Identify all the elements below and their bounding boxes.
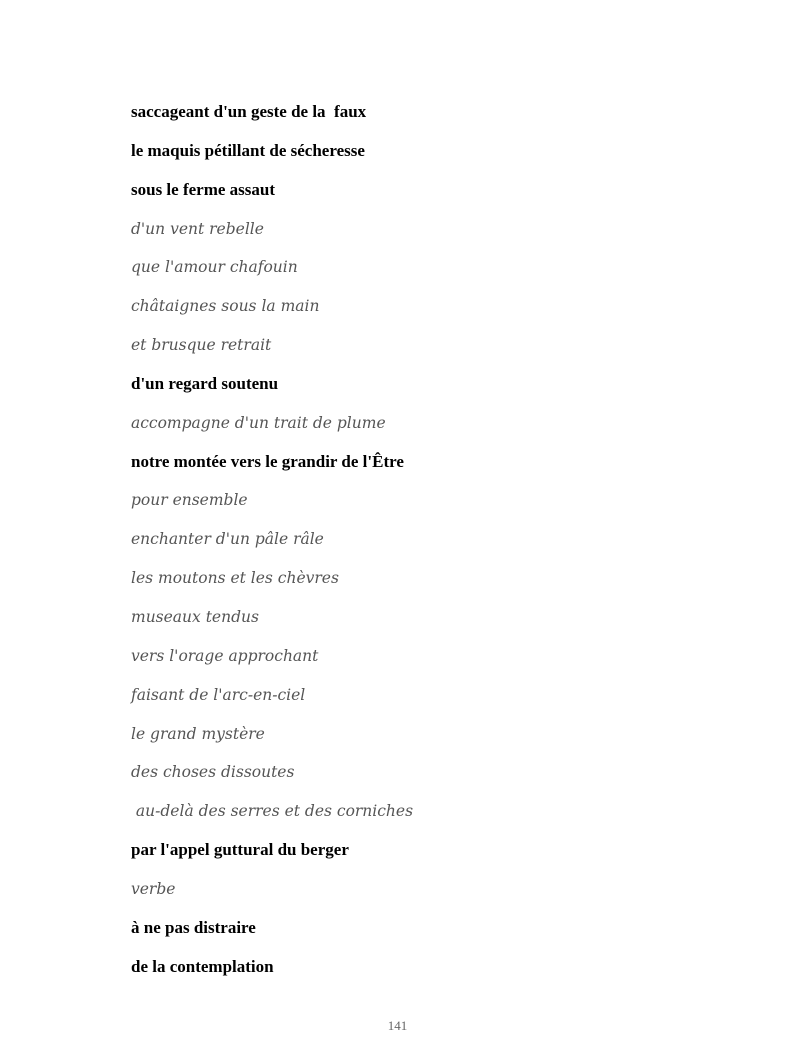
poem-line: que l'amour chafouin xyxy=(131,258,298,277)
poem-line: vers l'orage approchant xyxy=(131,646,319,665)
poem-line: le grand mystère xyxy=(131,724,265,743)
poem-line: accompagne d'un trait de plume xyxy=(131,413,386,432)
poem-line: à ne pas distraire xyxy=(131,917,256,937)
poem-line: museaux tendus xyxy=(131,607,259,626)
poem-body xyxy=(131,99,413,992)
poem-line: les moutons et les chèvres xyxy=(131,569,339,588)
poem-line: au-delà des serres et des corniches xyxy=(131,802,414,821)
poem-line: enchanter d'un pâle râle xyxy=(131,530,324,549)
poem-line: châtaignes sous la main xyxy=(131,297,320,316)
poem-line: saccageant d'un geste de la faux xyxy=(131,102,367,121)
poem-line: faisant de l'arc-en-ciel xyxy=(131,685,306,704)
poem-line: par l'appel guttural du berger xyxy=(131,840,349,860)
poem-line: d'un regard soutenu xyxy=(131,373,279,393)
poem-line: sous le ferme assaut xyxy=(131,179,276,199)
poem-line: verbe xyxy=(131,879,176,898)
poem-line: et brusque retrait xyxy=(131,336,272,355)
poem-line: notre montée vers le grandir de l'Être xyxy=(131,451,404,471)
poem-line: d'un vent rebelle xyxy=(131,219,264,238)
poem-line: des choses dissoutes xyxy=(131,763,295,782)
poem-line: le maquis pétillant de sécheresse xyxy=(131,140,365,160)
poem-line: de la contemplation xyxy=(131,956,274,976)
page-number: 141 xyxy=(387,1018,408,1033)
poem-line: pour ensemble xyxy=(131,491,248,510)
